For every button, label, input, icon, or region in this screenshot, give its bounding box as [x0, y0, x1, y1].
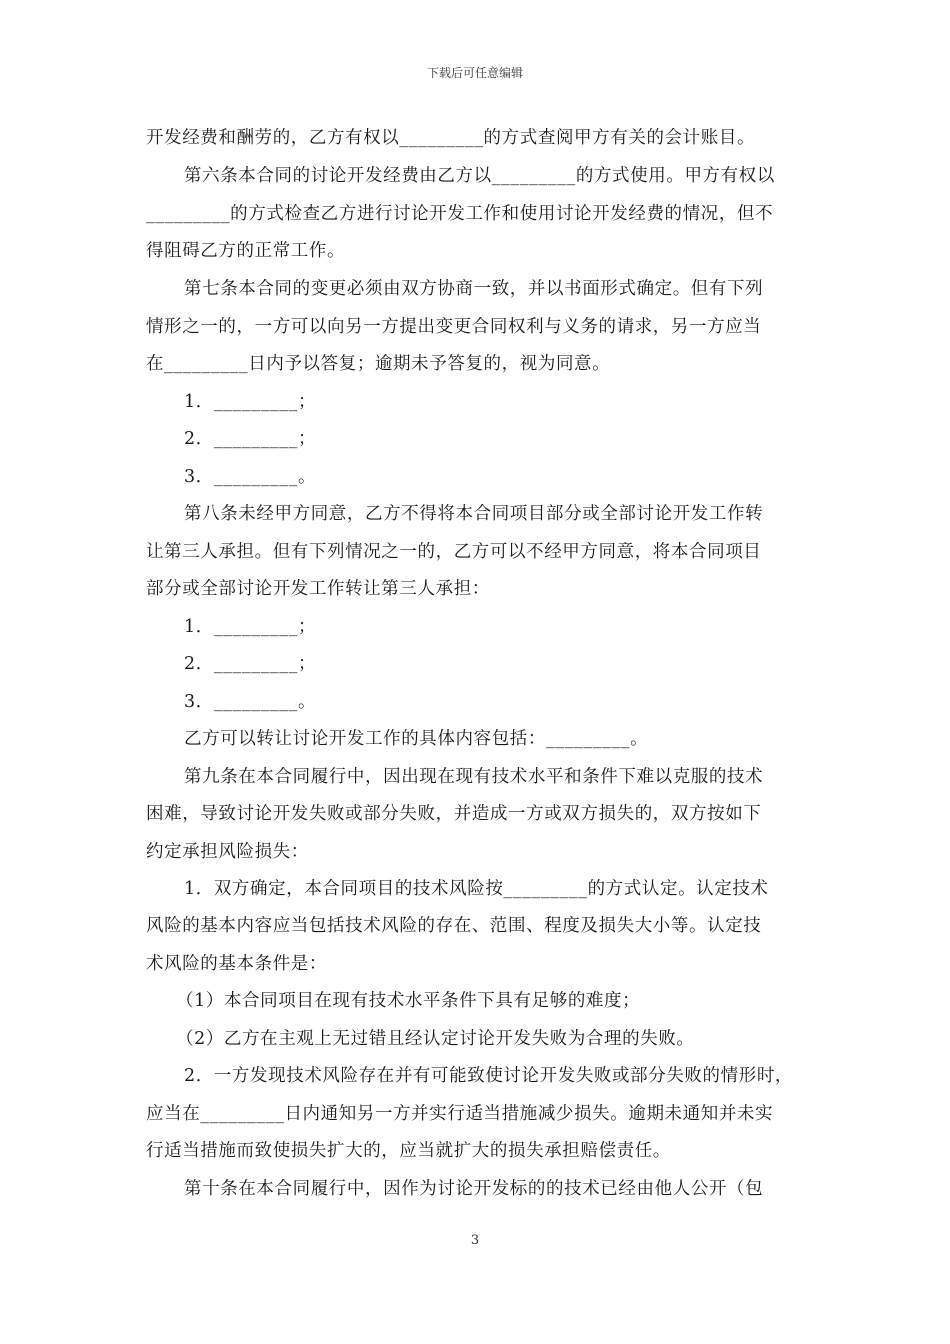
list-item: 2．_________；	[184, 429, 317, 449]
list-item: 3．_________。	[184, 692, 317, 712]
text-line: 第七条本合同的变更必须由双方协商一致，并以书面形式确定。但有下列	[184, 279, 764, 299]
text-line: 应当在_________日内通知另一方并实行适当措施减少损失。逾期未通知并未实	[146, 1104, 774, 1124]
list-item: 2．_________；	[184, 654, 317, 674]
text-line: 情形之一的，一方可以向另一方提出变更合同权利与义务的请求，另一方应当	[146, 317, 762, 337]
text-line: 约定承担风险损失：	[146, 842, 309, 862]
text-line: 第十条在本合同履行中，因作为讨论开发标的的技术已经由他人公开（包	[184, 1179, 764, 1199]
text-line: 困难，导致讨论开发失败或部分失败，并造成一方或双方损失的，双方按如下	[146, 804, 762, 824]
text-line: 第九条在本合同履行中，因出现在现有技术水平和条件下难以克服的技术	[184, 767, 764, 787]
text-line: 让第三人承担。但有下列情况之一的，乙方可以不经甲方同意，将本合同项目	[146, 542, 762, 562]
list-item: 1．_________；	[184, 617, 317, 637]
text-line: 在_________日内予以答复；逾期未予答复的，视为同意。	[146, 354, 611, 374]
text-line: 第八条未经甲方同意，乙方不得将本合同项目部分或全部讨论开发工作转	[184, 504, 764, 524]
list-item: 3．_________。	[184, 467, 317, 487]
text-line: 乙方可以转让讨论开发工作的具体内容包括：_________。	[184, 729, 649, 749]
list-item: （2）乙方在主观上无过错且经认定讨论开发失败为合理的失败。	[176, 1029, 695, 1049]
text-line: 术风险的基本条件是：	[146, 954, 327, 974]
text-line: 第六条本合同的讨论开发经费由乙方以_________的方式使用。甲方有权以	[184, 166, 775, 186]
text-line: 2．一方发现技术风险存在并有可能致使讨论开发失败或部分失败的情形时，	[184, 1066, 794, 1086]
text-line: 1．双方确定，本合同项目的技术风险按_________的方式认定。认定技术	[184, 879, 769, 899]
list-item: （1）本合同项目在现有技术水平条件下具有足够的难度；	[176, 991, 641, 1011]
text-line: 部分或全部讨论开发工作转让第三人承担：	[146, 579, 490, 599]
page-number: 3	[470, 1233, 480, 1248]
text-line: 风险的基本内容应当包括技术风险的存在、范围、程度及损失大小等。认定技	[146, 916, 762, 936]
text-line: _________的方式检查乙方进行讨论开发工作和使用讨论开发经费的情况，但不	[146, 204, 774, 224]
list-item: 1．_________；	[184, 392, 317, 412]
text-line: 得阻碍乙方的正常工作。	[146, 241, 346, 261]
page-header: 下载后可任意编辑	[426, 66, 523, 80]
text-line: 行适当措施而致使损失扩大的，应当就扩大的损失承担赔偿责任。	[146, 1141, 671, 1161]
text-line: 开发经费和酬劳的，乙方有权以_________的方式查阅甲方有关的会计账目。	[146, 128, 756, 148]
